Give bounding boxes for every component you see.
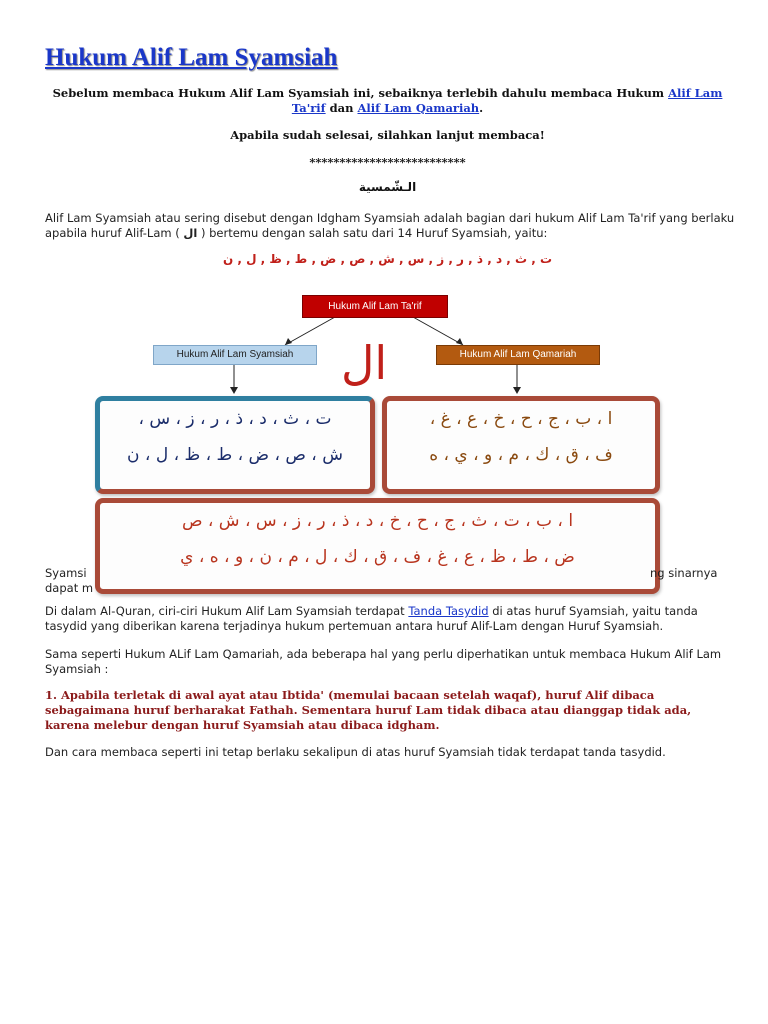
intro-text: Sebelum membaca Hukum Alif Lam Syamsiah ini, sebaiknya terlebih dahulu membaca Hukum <box>52 86 669 100</box>
syamsiah-box: Hukum Alif Lam Syamsiah <box>153 345 317 365</box>
syamsiah-letters-card <box>95 396 375 494</box>
intro-connector: dan <box>325 101 358 115</box>
intro-end: . <box>479 101 484 115</box>
qamariah-letters-card <box>382 396 660 494</box>
closing-paragraph: Dan cara membaca seperti ini tetap berlaku sekalipun di atas huruf Syamsiah tidak terdapat tanda tasydid. <box>45 745 666 759</box>
qamariah-box: Hukum Alif Lam Qamariah <box>436 345 600 365</box>
page-title: Hukum Alif Lam Syamsiah <box>45 44 338 71</box>
definition-text: Alif Lam Syamsiah atau sering disebut dengan Idgham Syamsiah adalah bagian dari hukum Alif Lam Ta'rif yang berlaku apabila huruf Alif-Lam ( <box>45 211 735 240</box>
notes-intro-paragraph: Sama seperti Hukum ALif Lam Qamariah, ada beberapa hal yang perlu diperhatikan untuk membaca Hukum Alif Lam Syamsiah : <box>45 647 722 676</box>
tanda-tasydid-link[interactable]: Tanda Tasydid <box>408 604 489 618</box>
tasydid-text: Di dalam Al-Quran, ciri-ciri Hukum Alif Lam Syamsiah terdapat <box>45 604 409 618</box>
arabic-heading: الـشّمسية <box>358 180 417 194</box>
hijaiyah-row-1: ا ، ب ، ت ، ث ، ج ، ح ، خ ، د ، ذ ، ر ، ز ، س ، ش ، ص <box>181 511 574 531</box>
qamariah-row-1: ا ، ب ، ج ، ح ، خ ، ع ، غ ، <box>429 409 613 429</box>
qamariah-row-2: ف ، ق ، ك ، م ، و ، ي ، ه <box>429 445 613 465</box>
alif-lam-tarif-link[interactable]: Alif Lam Ta'rif <box>291 86 723 115</box>
partially-hidden-text-right: ng sinarnya <box>650 566 718 580</box>
rule-one: 1. Apabila terletak di awal ayat atau Ibtida' (memulai bacaan setelah waqaf), huruf Alif dibaca sebagaimana huruf berharakat Fathah. Sementara huruf Lam tidak dibaca atau dianggap tidak ada, karena melebur dengan huruf Syamsiah atau dibaca idgham. <box>45 688 692 732</box>
tasydid-paragraph <box>45 604 735 634</box>
alif-lam-diagram <box>95 293 655 593</box>
hidden-text-line-1: Syamsi <box>45 566 87 580</box>
arrow-to-syamsiah <box>285 317 335 345</box>
star-divider: ************************** <box>309 155 466 169</box>
alif-lam-glyph: ال <box>183 226 198 240</box>
alif-lam-symbol: ال <box>341 336 388 390</box>
tasydid-end: di atas huruf Syamsiah, yaitu tanda tasydid yang diberikan karena terjadinya hukum pertemuan antara huruf Alif-Lam dengan Huruf Syamsiah. <box>45 604 698 633</box>
arrowhead-down-right <box>513 387 521 394</box>
alif-lam-qamariah-link[interactable]: Alif Lam Qamariah <box>357 101 480 115</box>
syamsiah-row-2: ش ، ص ، ض ، ط ، ظ ، ل ، ن <box>127 445 343 465</box>
alif-lam-tarif-box: Hukum Alif Lam Ta'rif <box>302 295 448 318</box>
hidden-text-line-2: dapat m <box>45 581 94 595</box>
partially-hidden-text-left <box>45 566 93 596</box>
continue-prompt: Apabila sudah selesai, silahkan lanjut membaca! <box>230 128 545 142</box>
arrow-to-qamariah <box>413 317 463 345</box>
hijaiyah-letters-card <box>95 498 660 594</box>
syamsiah-row-1: ت ، ث ، د ، ذ ، ر ، ز ، س ، <box>138 409 332 429</box>
syamsiah-letters: ت , ث , د , ذ , ر , ز , س , ش , ص , ض , ط , ظ , ل , ن <box>222 252 553 266</box>
definition-end: ) bertemu dengan salah satu dari 14 Huruf Syamsiah, yaitu: <box>197 226 548 240</box>
definition-paragraph <box>45 211 735 241</box>
intro-paragraph <box>45 86 730 116</box>
hijaiyah-row-2: ض ، ط ، ظ ، ع ، غ ، ف ، ق ، ك ، ل ، م ، ن ، و ، ه ، ي <box>180 547 575 567</box>
arrowhead-down-left <box>230 387 238 394</box>
